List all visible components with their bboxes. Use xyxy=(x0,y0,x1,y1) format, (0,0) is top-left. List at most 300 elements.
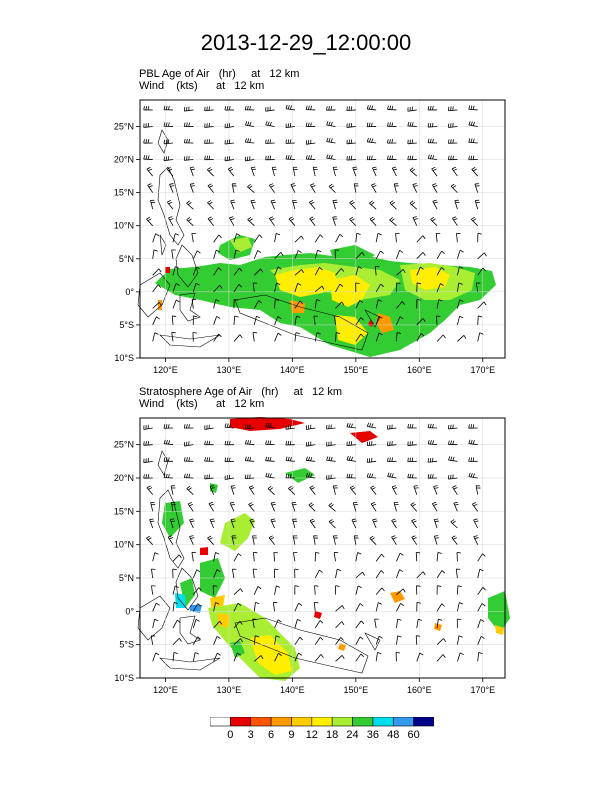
wind-barb xyxy=(367,473,376,478)
wind-barb xyxy=(434,519,439,528)
wind-barb xyxy=(232,569,236,578)
wind-barb xyxy=(153,653,159,661)
wind-barb xyxy=(193,570,200,578)
wind-barb xyxy=(456,569,460,578)
wind-barb xyxy=(173,555,181,562)
wind-barb xyxy=(376,554,384,561)
wind-barb xyxy=(168,217,173,226)
wind-barb xyxy=(151,636,155,645)
wind-barb xyxy=(286,123,295,128)
wind-barb xyxy=(413,217,418,226)
wind-barb xyxy=(476,486,480,495)
wind-barb xyxy=(171,486,175,495)
wind-barb xyxy=(457,335,466,341)
wind-barb xyxy=(329,184,336,192)
wind-barb xyxy=(412,519,417,528)
lat-tick-label: 5°N xyxy=(118,573,134,583)
wind-barb xyxy=(225,140,234,145)
lat-tick-label: 10°S xyxy=(114,353,134,363)
wind-barb xyxy=(184,107,193,112)
wind-barb xyxy=(437,638,446,644)
lat-tick-label: 10°N xyxy=(113,220,134,231)
wind-barb xyxy=(214,653,221,661)
wind-barb xyxy=(274,552,278,561)
wind-barb xyxy=(144,425,153,430)
panel2-wind-title: Wind (kts) at 12 km xyxy=(139,398,265,410)
wind-barb xyxy=(417,236,425,243)
wind-barb xyxy=(153,317,160,325)
map-axes xyxy=(114,100,505,375)
wind-barb xyxy=(190,519,195,528)
wind-barb xyxy=(457,653,463,662)
wind-barb xyxy=(478,652,483,661)
wind-barb xyxy=(437,654,445,661)
wind-barb xyxy=(266,107,275,112)
wind-barb xyxy=(336,655,345,661)
lon-tick-label: 170°E xyxy=(470,365,496,375)
lon-tick-label: 120°E xyxy=(153,365,178,375)
wind-barb xyxy=(208,536,214,545)
wind-barb xyxy=(456,233,460,242)
wind-barb xyxy=(306,155,315,159)
wind-barb xyxy=(370,217,376,226)
wind-barb xyxy=(295,569,299,578)
wind-barb xyxy=(448,475,457,480)
wind-barb xyxy=(457,250,463,259)
wind-barb xyxy=(353,502,358,511)
wind-barb xyxy=(478,554,486,562)
wind-barb xyxy=(190,184,195,193)
lon-tick-label: 120°E xyxy=(153,685,178,695)
wind-barb xyxy=(229,217,234,226)
wind-barb xyxy=(225,106,234,110)
wind-barb xyxy=(173,569,177,578)
wind-barb xyxy=(387,139,396,143)
wind-barb xyxy=(327,106,336,110)
wind-barb xyxy=(411,503,417,512)
wind-barb xyxy=(394,184,399,193)
wind-barb xyxy=(347,456,356,461)
wind-barb xyxy=(153,619,159,628)
wind-barb xyxy=(205,457,214,461)
pbl-age-shading xyxy=(155,235,496,357)
wind-barb xyxy=(347,139,356,143)
wind-barb xyxy=(414,486,419,495)
wind-barb xyxy=(396,250,402,258)
wind-barb xyxy=(376,570,384,578)
wind-barb xyxy=(432,502,437,511)
wind-barb xyxy=(208,184,214,193)
wind-barb xyxy=(193,251,200,259)
wind-barb xyxy=(214,250,220,259)
wind-barb xyxy=(471,217,477,226)
wind-barb xyxy=(187,201,194,209)
wind-barb xyxy=(146,217,152,226)
wind-barb xyxy=(428,139,437,143)
wind-barb xyxy=(428,458,437,462)
wind-barb xyxy=(225,458,234,462)
wind-barb xyxy=(207,201,213,210)
wind-barb xyxy=(144,106,153,110)
wind-barb xyxy=(252,536,256,545)
wind-barb xyxy=(478,619,484,628)
wind-barb xyxy=(309,200,315,209)
wind-barb xyxy=(367,441,376,445)
wind-barb xyxy=(310,486,315,495)
panel1-field-title: PBL Age of Air (hr) at 12 km xyxy=(139,68,300,80)
wind-barb xyxy=(167,200,173,209)
wind-barb xyxy=(147,486,153,495)
wind-barb xyxy=(225,123,234,128)
lat-tick-label: 5°S xyxy=(119,639,134,650)
wind-barb xyxy=(327,154,336,159)
wind-barb xyxy=(367,105,376,110)
wind-barb xyxy=(306,123,315,127)
wind-barb xyxy=(286,139,295,143)
wind-barb xyxy=(170,184,175,193)
colorbar-swatch xyxy=(230,717,250,726)
colorbar-swatch xyxy=(271,717,291,726)
wind-barb xyxy=(269,184,274,193)
wind-barb xyxy=(314,602,318,611)
wind-barb xyxy=(286,457,295,462)
wind-barb xyxy=(390,201,397,209)
wind-barb xyxy=(275,620,282,628)
wind-barb xyxy=(437,570,445,578)
wind-barb xyxy=(413,184,418,193)
wind-barb xyxy=(354,184,358,193)
wind-barb xyxy=(347,474,356,478)
colorbar-swatch xyxy=(373,717,393,726)
map-axes xyxy=(114,418,505,695)
colorbar-swatch xyxy=(353,717,373,726)
lat-tick-label: 0° xyxy=(125,286,134,297)
colorbar-label: 36 xyxy=(366,729,380,741)
wind-barb xyxy=(387,458,396,462)
wind-barb xyxy=(173,620,180,628)
wind-barb xyxy=(388,425,397,430)
wind-barb xyxy=(253,333,257,342)
wind-barb xyxy=(293,167,297,176)
lon-tick-label: 150°E xyxy=(343,365,369,375)
wind-barb xyxy=(336,586,340,595)
wind-barb xyxy=(315,235,323,243)
wind-barb xyxy=(417,602,421,611)
wind-barb xyxy=(428,474,437,478)
lon-tick-label: 160°E xyxy=(406,685,432,695)
wind-barb xyxy=(469,440,478,445)
wind-barb xyxy=(205,474,214,478)
wind-barb xyxy=(251,200,256,209)
wind-barb xyxy=(350,201,356,210)
wind-barb xyxy=(356,586,362,595)
wind-barb xyxy=(254,250,261,258)
wind-barb xyxy=(347,106,356,110)
wind-barb xyxy=(266,156,275,160)
wind-barb xyxy=(408,139,417,143)
wind-barb xyxy=(192,552,196,561)
wind-barb xyxy=(153,285,161,292)
wind-barb xyxy=(434,486,439,495)
wind-barb xyxy=(478,333,484,342)
lon-tick-label: 130°E xyxy=(216,365,242,375)
wind-barb xyxy=(207,168,213,177)
wind-barb xyxy=(295,586,299,595)
wind-barb xyxy=(295,236,304,242)
wind-barb xyxy=(428,440,437,445)
wind-barb xyxy=(271,200,276,209)
wind-barb xyxy=(271,502,276,511)
wind-barb xyxy=(234,589,243,595)
wind-barb xyxy=(336,569,341,578)
wind-barb xyxy=(469,138,478,143)
wind-barb xyxy=(214,334,222,341)
wind-barb xyxy=(188,502,193,511)
wind-barb xyxy=(356,654,364,661)
wind-barb xyxy=(437,552,442,561)
wind-barb xyxy=(151,569,155,578)
wind-barb xyxy=(144,474,153,478)
lon-tick-label: 160°E xyxy=(406,365,432,375)
wind-barb xyxy=(327,121,336,126)
wind-barb xyxy=(293,519,298,528)
wind-barb xyxy=(251,167,256,176)
wind-barb xyxy=(310,519,315,528)
wind-barb xyxy=(295,619,301,628)
wind-barb xyxy=(336,622,345,628)
wind-barb xyxy=(225,441,234,445)
lat-tick-label: 5°N xyxy=(118,253,134,264)
wind-barb xyxy=(396,603,403,611)
wind-barb xyxy=(451,184,457,193)
wind-barb xyxy=(310,217,316,226)
wind-barb xyxy=(475,200,480,209)
wind-barb xyxy=(433,200,438,209)
wind-barb xyxy=(306,425,315,430)
wind-barb xyxy=(144,123,153,128)
wind-barb xyxy=(376,603,382,612)
wind-barb xyxy=(428,155,437,160)
wind-barb xyxy=(478,603,485,611)
wind-barb xyxy=(144,155,153,159)
wind-barb xyxy=(306,106,315,110)
wind-barb xyxy=(184,139,193,143)
wind-barb xyxy=(193,619,199,628)
lon-tick-label: 170°E xyxy=(470,685,496,695)
wind-barb xyxy=(205,139,214,143)
wind-barb xyxy=(408,107,417,112)
lat-tick-label: 10°N xyxy=(113,539,134,550)
wind-barb xyxy=(416,636,420,645)
wind-barb xyxy=(375,619,379,628)
colorbar-swatch xyxy=(291,717,311,726)
wind-barb xyxy=(371,502,376,511)
wind-barb xyxy=(437,335,445,342)
wind-barb xyxy=(151,586,155,595)
wind-barb xyxy=(286,105,295,110)
wind-barb xyxy=(334,552,338,561)
wind-barb xyxy=(387,156,396,160)
panel1-wind-title: Wind (kts) at 12 km xyxy=(139,80,265,92)
wind-barb xyxy=(205,106,214,110)
wind-barb xyxy=(333,217,338,226)
colorbar-label: 48 xyxy=(387,729,400,741)
wind-barb xyxy=(333,167,338,176)
wind-barb xyxy=(266,457,275,461)
wind-barb xyxy=(310,184,315,193)
wind-barb xyxy=(396,570,402,578)
lat-tick-label: 25°N xyxy=(113,439,134,450)
wind-barb xyxy=(354,536,358,545)
wind-barb xyxy=(347,423,356,428)
wind-barb xyxy=(248,217,255,225)
wind-barb xyxy=(431,217,438,225)
wind-barb xyxy=(292,502,297,511)
colorbar-label: 3 xyxy=(247,729,254,741)
wind-barb xyxy=(428,106,437,110)
wind-barb xyxy=(153,250,158,259)
wind-barb xyxy=(387,122,396,126)
wind-barb xyxy=(428,424,437,428)
wind-barb xyxy=(457,603,463,612)
wind-barb xyxy=(329,520,335,528)
colorbar-swatch xyxy=(414,717,434,726)
wind-barb xyxy=(356,572,365,578)
wind-barb xyxy=(309,503,315,512)
wind-barb xyxy=(288,486,295,494)
wind-barb xyxy=(172,316,176,325)
wind-barb xyxy=(376,652,381,661)
lat-tick-label: 0° xyxy=(125,606,134,617)
wind-barb xyxy=(474,536,479,545)
page-title: 2013-12-29_12:00:00 xyxy=(200,30,412,55)
wind-barb xyxy=(417,252,426,258)
wind-barb xyxy=(437,604,445,612)
wind-barb xyxy=(448,425,457,429)
wind-barb xyxy=(293,536,297,545)
lat-tick-label: 10°S xyxy=(114,673,134,683)
wind-barb xyxy=(209,502,214,511)
wind-barb xyxy=(269,536,275,545)
lon-tick-label: 140°E xyxy=(280,365,305,375)
wind-barb xyxy=(478,587,486,594)
wind-barb xyxy=(225,475,234,480)
wind-barb xyxy=(306,140,315,145)
wind-barb xyxy=(388,473,397,478)
wind-barb xyxy=(193,332,197,341)
wind-barb xyxy=(478,233,482,242)
wind-barb xyxy=(437,586,441,595)
wind-barb xyxy=(315,637,323,644)
wind-barb xyxy=(187,217,194,225)
wind-barb xyxy=(408,156,417,160)
wind-barb xyxy=(275,586,280,595)
wind-barb xyxy=(455,200,460,209)
lon-tick-label: 140°E xyxy=(280,685,305,695)
wind-barb xyxy=(367,138,376,143)
wind-barb xyxy=(356,233,361,242)
wind-barbs xyxy=(144,423,486,662)
wind-barb xyxy=(247,184,254,192)
colorbar-swatch xyxy=(251,717,271,726)
wind-barb xyxy=(376,588,384,595)
wind-barb xyxy=(457,552,461,561)
wind-barb xyxy=(474,519,479,528)
wind-barb xyxy=(230,502,235,511)
wind-barb xyxy=(408,122,417,126)
wind-barb xyxy=(472,167,478,176)
wind-barb xyxy=(370,536,376,545)
wind-barb xyxy=(234,316,239,325)
wind-barb xyxy=(173,234,179,243)
wind-barb xyxy=(231,486,236,495)
wind-barb xyxy=(452,536,458,545)
wind-barb xyxy=(208,217,214,226)
wind-barb xyxy=(436,233,440,242)
wind-barb xyxy=(396,652,400,661)
colorbar xyxy=(210,717,434,727)
wind-barb xyxy=(448,123,457,127)
wind-barb xyxy=(254,602,259,611)
wind-barb xyxy=(408,424,417,428)
wind-barb xyxy=(327,425,336,429)
colorbar-swatch xyxy=(312,717,332,726)
wind-barb xyxy=(469,106,478,110)
wind-barb xyxy=(295,637,303,644)
wind-barb xyxy=(408,474,417,478)
wind-barb xyxy=(173,638,182,644)
wind-barb xyxy=(275,333,282,341)
wind-barb xyxy=(214,636,221,644)
wind-barb xyxy=(231,200,236,209)
wind-barb xyxy=(315,620,323,628)
wind-barb xyxy=(146,536,152,545)
wind-barb xyxy=(253,552,257,561)
wind-barb xyxy=(367,156,376,160)
wind-barb xyxy=(184,441,193,446)
wind-barb xyxy=(437,251,445,259)
wind-barb xyxy=(314,536,318,545)
colorbar-swatch xyxy=(332,717,352,726)
wind-barb xyxy=(286,155,295,159)
wind-barb xyxy=(291,184,296,193)
colorbar-label: 18 xyxy=(326,729,339,741)
wind-barb xyxy=(367,423,376,428)
wind-barb xyxy=(295,333,300,342)
wind-barb xyxy=(416,552,420,561)
wind-barb xyxy=(245,156,254,161)
wind-barb xyxy=(392,167,397,176)
wind-barb xyxy=(347,123,356,127)
wind-barb xyxy=(306,457,315,462)
wind-barb xyxy=(410,168,417,176)
wind-barb xyxy=(373,519,378,528)
wind-barb xyxy=(275,233,280,242)
wind-barb xyxy=(448,156,457,160)
wind-barb xyxy=(214,316,220,325)
wind-barb xyxy=(271,519,276,528)
wind-barb xyxy=(205,425,214,430)
wind-barb xyxy=(306,441,315,446)
wind-barb xyxy=(205,156,214,160)
wind-barb xyxy=(268,486,275,494)
wind-barb xyxy=(475,184,480,193)
wind-barb xyxy=(478,636,485,644)
wind-barb xyxy=(448,106,457,110)
wind-barb xyxy=(392,486,397,495)
colorbar-swatch xyxy=(210,717,230,726)
wind-barb xyxy=(286,441,295,445)
